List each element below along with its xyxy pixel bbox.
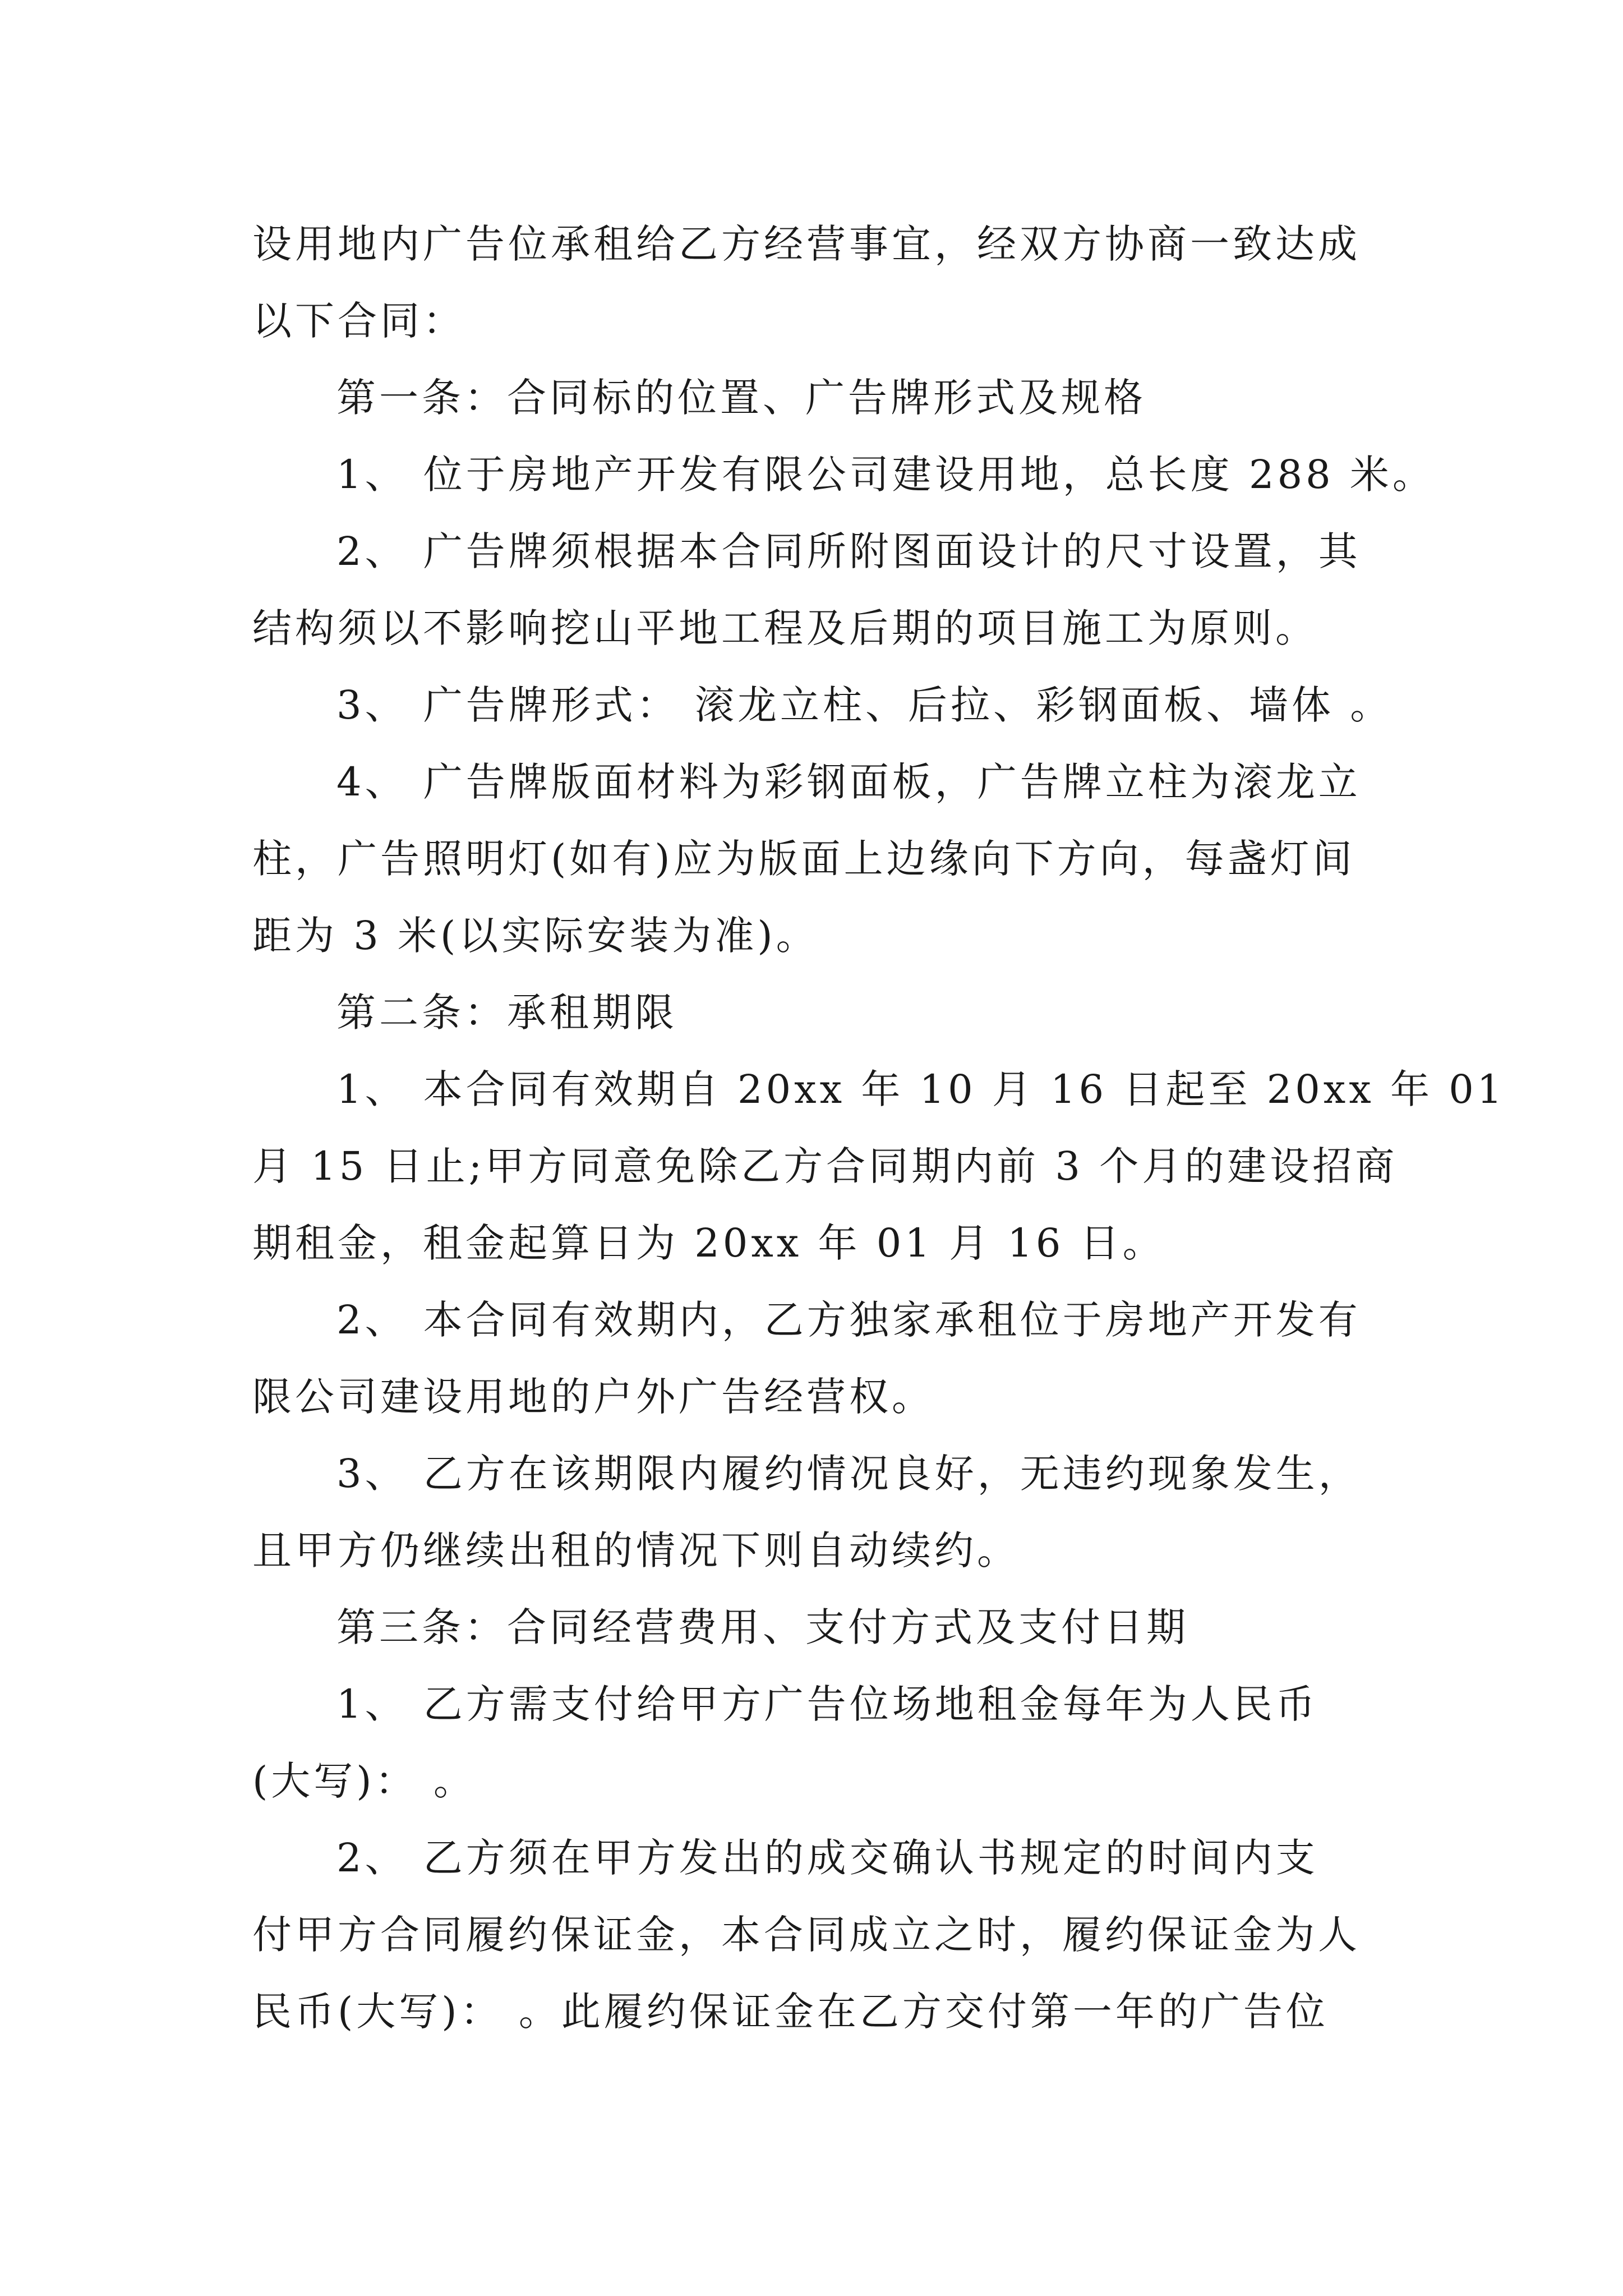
text-line: 设用地内广告位承租给乙方经营事宜，经双方协商一致达成 [252,221,1361,267]
text-line: 付甲方合同履约保证金，本合同成立之时，履约保证金为人 [252,1912,1361,1958]
text-line: 月 15 日止;甲方同意免除乙方合同期内前 3 个月的建设招商 [252,1143,1398,1189]
text-line: (大写)： 。 [252,1758,476,1804]
section-heading: 第一条：合同标的位置、广告牌形式及规格 [336,375,1146,421]
text-line: 距为 3 米(以实际安装为准)。 [252,913,819,959]
text-line: 3、 乙方在该期限内履约情况良好，无违约现象发生， [336,1451,1361,1497]
text-line: 限公司建设用地的户外广告经营权。 [252,1374,934,1420]
text-line: 3、 广告牌形式： 滚龙立柱、后拉、彩钢面板、墙体 。 [336,682,1393,728]
text-line: 2、 本合同有效期内，乙方独家承租位于房地产开发有 [336,1297,1361,1343]
text-line: 4、 广告牌版面材料为彩钢面板，广告牌立柱为滚龙立 [336,759,1361,805]
section-heading: 第三条：合同经营费用、支付方式及支付日期 [336,1604,1189,1650]
text-line: 柱，广告照明灯(如有)应为版面上边缘向下方向，每盏灯间 [252,836,1355,882]
text-line: 期租金，租金起算日为 20xx 年 01 月 16 日。 [252,1220,1165,1266]
text-line: 民币(大写)： 。此履约保证金在乙方交付第一年的广告位 [252,1989,1329,2035]
text-line: 且甲方仍继续出租的情况下则自动续约。 [252,1527,1020,1573]
text-line: 结构须以不影响挖山平地工程及后期的项目施工为原则。 [252,605,1318,651]
section-heading: 第二条：承租期限 [336,990,677,1036]
text-line: 1、 位于房地产开发有限公司建设用地，总长度 288 米。 [336,452,1435,498]
text-line: 1、 本合同有效期自 20xx 年 10 月 16 日起至 20xx 年 01 [336,1066,1506,1112]
text-line: 以下合同： [252,298,465,344]
text-line: 2、 乙方须在甲方发出的成交确认书规定的时间内支 [336,1835,1318,1881]
text-line: 1、 乙方需支付给甲方广告位场地租金每年为人民币 [336,1681,1318,1727]
text-line: 2、 广告牌须根据本合同所附图面设计的尺寸设置，其 [336,528,1361,574]
